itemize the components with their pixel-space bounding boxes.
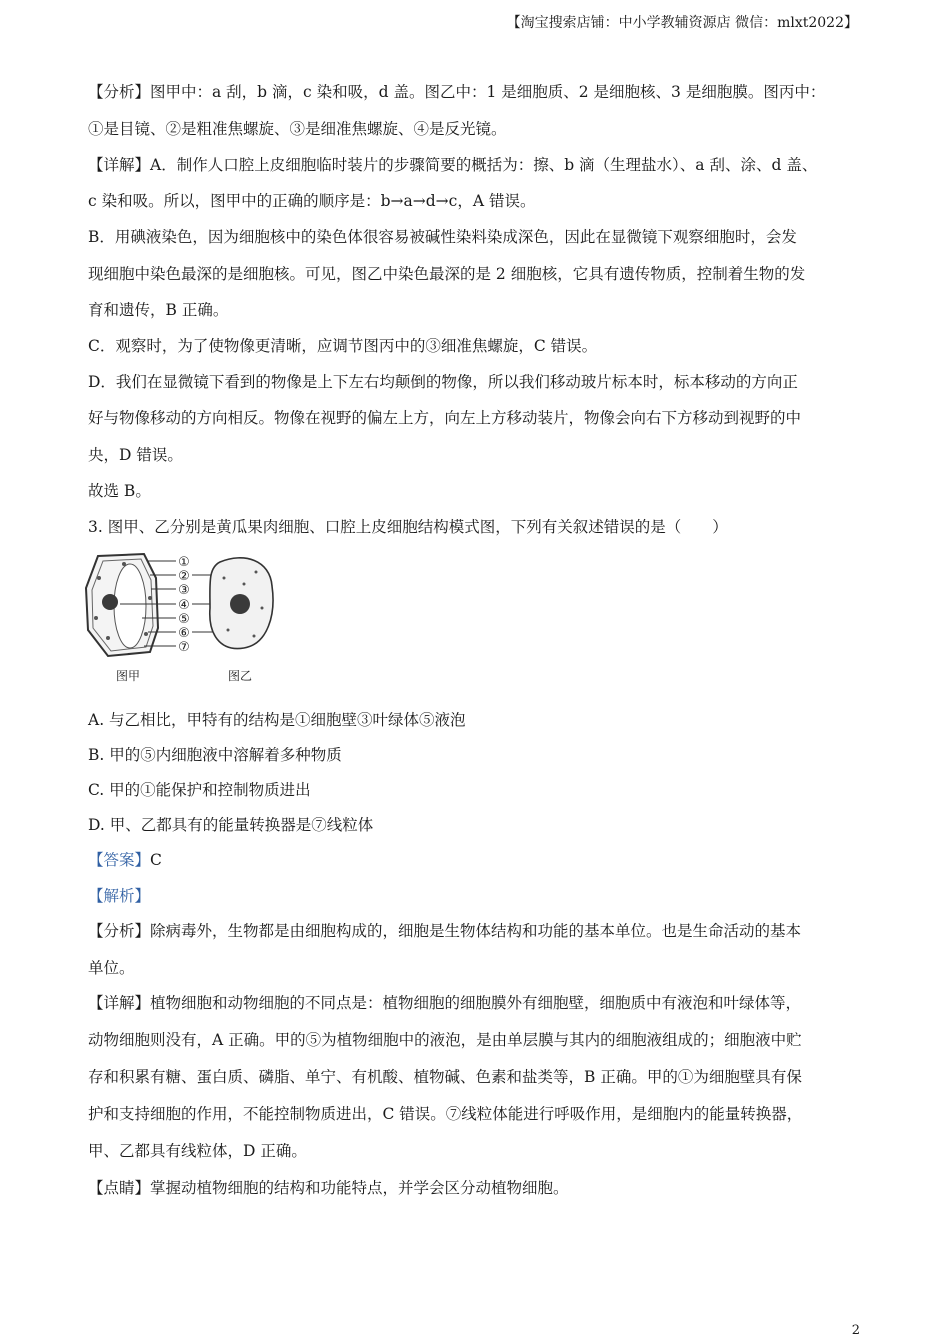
text-line: B．用碘液染色，因为细胞核中的染色体很容易被碱性染料染成深色，因此在显微镜下观察细胞时，会发	[88, 228, 797, 246]
text-line: 【分析】图甲中：a 刮，b 滴，c 染和吸，d 盖。图乙中：1 是细胞质、2 是细胞核、3 是细胞膜。图丙中：	[88, 83, 826, 101]
label-6: ⑥	[178, 626, 190, 641]
answer-value: C	[150, 851, 162, 869]
label-3: ③	[178, 583, 190, 598]
option-b: B. 甲的⑤内细胞液中溶解着多种物质	[88, 746, 342, 764]
text-line: c 染和吸。所以，图甲中的正确的顺序是：b→a→d→c，A 错误。	[88, 192, 536, 210]
text-line: 育和遗传，B 正确。	[88, 301, 229, 319]
page-header: 【淘宝搜索店铺：中小学教辅资源店 微信：mlxt2022】	[506, 15, 858, 31]
option-d: D. 甲、乙都具有的能量转换器是⑦线粒体	[88, 816, 374, 834]
text-line: 【详解】A．制作人口腔上皮细胞临时装片的步骤简要的概括为：擦、b 滴（生理盐水）、a 刮、涂、d 盖、	[88, 156, 818, 174]
text-line: C．观察时，为了使物像更清晰，应调节图丙中的③细准焦螺旋，C 错误。	[88, 337, 598, 355]
text-line: 【分析】除病毒外，生物都是由细胞构成的，细胞是生物体结构和功能的基本单位。也是生命活动的基本	[88, 922, 802, 940]
text-line: 央，D 错误。	[88, 446, 183, 464]
text-line: 甲、乙都具有线粒体，D 正确。	[88, 1142, 307, 1160]
text-line: 【详解】植物细胞和动物细胞的不同点是：植物细胞的细胞膜外有细胞壁，细胞质中有液泡和叶绿体等，	[88, 994, 802, 1012]
answer-tag: 【答案】	[88, 851, 151, 869]
text-line: ①是目镜、②是粗准焦螺旋、③是细准焦螺旋、④是反光镜。	[88, 120, 507, 138]
plant-cell	[86, 554, 158, 656]
label-4: ④	[178, 598, 190, 613]
label-5: ⑤	[178, 612, 190, 627]
animal-cell	[210, 558, 273, 649]
page-number: 2	[851, 1323, 860, 1338]
caption-left: 图甲	[115, 669, 141, 683]
caption-right: 图乙	[227, 669, 253, 683]
text-line: 护和支持细胞的作用，不能控制物质进出，C 错误。⑦线粒体能进行呼吸作用，是细胞内的能量转换器，	[88, 1105, 803, 1123]
text-line: 现细胞中染色最深的是细胞核。可见，图乙中染色最深的是 2 细胞核，它具有遗传物质，控制着生物的发	[88, 265, 806, 283]
jiexi-tag: 【解析】	[88, 887, 151, 905]
text-line: 故选 B。	[88, 482, 151, 500]
text-line: D．我们在显微镜下看到的物像是上下左右均颠倒的物像，所以我们移动玻片标本时，标本移动的方向正	[88, 373, 798, 391]
cell-structure-figure	[84, 548, 284, 688]
option-a: A. 与乙相比，甲特有的结构是①细胞壁③叶绿体⑤液泡	[88, 711, 466, 729]
text-line: 【点睛】掌握动植物细胞的结构和功能特点，并学会区分动植物细胞。	[88, 1179, 569, 1197]
label-1: ①	[178, 555, 190, 570]
text-line: 好与物像移动的方向相反。物像在视野的偏左上方，向左上方移动装片，物像会向右下方移动到视野的中	[88, 409, 802, 427]
text-line: 动物细胞则没有，A 正确。甲的⑤为植物细胞中的液泡，是由单层膜与其内的细胞液组成的；细胞液中贮	[88, 1031, 802, 1049]
text-line: 单位。	[88, 959, 135, 977]
question-stem: 3. 图甲、乙分别是黄瓜果肉细胞、口腔上皮细胞结构模式图，下列有关叙述错误的是（ ）	[88, 518, 728, 536]
answer-line	[88, 850, 162, 870]
label-7: ⑦	[178, 640, 190, 655]
option-c: C. 甲的①能保护和控制物质进出	[88, 781, 311, 799]
label-2: ②	[178, 569, 190, 584]
text-line: 存和积累有糖、蛋白质、磷脂、单宁、有机酸、植物碱、色素和盐类等，B 正确。甲的①为细胞壁具有保	[88, 1068, 802, 1086]
